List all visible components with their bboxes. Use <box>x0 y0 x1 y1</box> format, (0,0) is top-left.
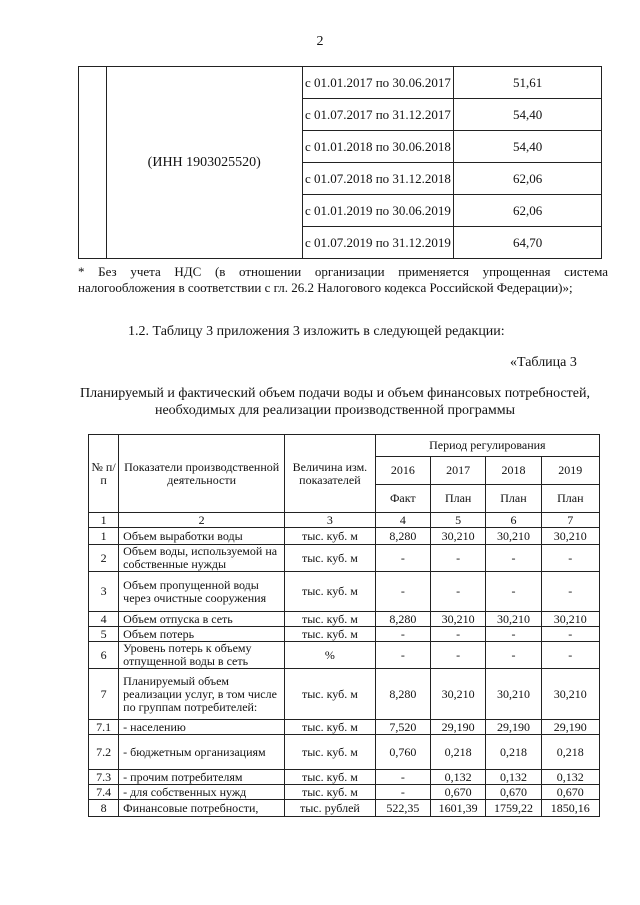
row-value: 0,132 <box>541 770 599 785</box>
header-year: 2017 <box>430 457 485 485</box>
table-row <box>89 545 600 572</box>
column-number: 7 <box>541 513 599 528</box>
header-indicators: Показатели производственной деятельности <box>119 435 285 513</box>
tariff-period: с 01.07.2018 по 31.12.2018 <box>302 163 454 195</box>
table-row <box>89 642 600 669</box>
row-indicator: - населению <box>119 720 285 735</box>
row-value: - <box>375 545 430 572</box>
row-value: - <box>430 642 485 669</box>
row-value: 522,35 <box>375 800 430 817</box>
row-number: 1 <box>89 528 119 545</box>
row-value: 0,218 <box>541 735 599 770</box>
row-value: 8,280 <box>375 669 430 720</box>
row-indicator: Уровень потерь к объему отпущенной воды в сеть <box>119 642 285 669</box>
column-number: 4 <box>375 513 430 528</box>
row-value: 0,670 <box>541 785 599 800</box>
header-type: План <box>541 485 599 513</box>
tariff-period: с 01.01.2017 по 30.06.2017 <box>302 67 454 99</box>
tariff-value: 62,06 <box>454 163 602 195</box>
table-caption: «Таблица 3 <box>510 355 577 370</box>
header-year: 2018 <box>486 457 541 485</box>
row-indicator: Объем воды, используемой на собственные нужды <box>119 545 285 572</box>
tariff-value: 51,61 <box>454 67 602 99</box>
row-value: 30,210 <box>541 612 599 627</box>
row-value: 30,210 <box>486 612 541 627</box>
row-number: 7.3 <box>89 770 119 785</box>
tariff-value: 62,06 <box>454 195 602 227</box>
row-value: - <box>541 545 599 572</box>
row-value: 30,210 <box>430 669 485 720</box>
tariff-period: с 01.07.2019 по 31.12.2019 <box>302 227 454 259</box>
row-number: 3 <box>89 572 119 612</box>
header-type: Факт <box>375 485 430 513</box>
row-value: 0,218 <box>486 735 541 770</box>
row-value: 7,520 <box>375 720 430 735</box>
tariff-period: с 01.01.2019 по 30.06.2019 <box>302 195 454 227</box>
row-indicator: Планируемый объем реализации услуг, в том числе по группам потребителей: <box>119 669 285 720</box>
row-value: - <box>486 627 541 642</box>
row-value: 0,760 <box>375 735 430 770</box>
row-unit: тыс. куб. м <box>285 572 376 612</box>
row-value: 8,280 <box>375 528 430 545</box>
row-value: 0,218 <box>430 735 485 770</box>
footnote: * Без учета НДС (в отношении организации применяется упрощенная система налогообложения в соответствии с гл. 26.2 Налогового кодекса Российской Федерации)»; <box>78 264 608 295</box>
row-number: 4 <box>89 612 119 627</box>
row-value: - <box>430 545 485 572</box>
row-indicator: - для собственных нужд <box>119 785 285 800</box>
row-unit: тыс. куб. м <box>285 735 376 770</box>
header-type: План <box>486 485 541 513</box>
table-row <box>89 627 600 642</box>
header-year: 2019 <box>541 457 599 485</box>
row-number: 6 <box>89 642 119 669</box>
row-value: - <box>430 572 485 612</box>
row-value: 0,132 <box>486 770 541 785</box>
row-unit: тыс. куб. м <box>285 627 376 642</box>
column-number: 5 <box>430 513 485 528</box>
row-value: - <box>486 545 541 572</box>
row-value: - <box>541 572 599 612</box>
column-number: 6 <box>486 513 541 528</box>
row-indicator: Объем отпуска в сеть <box>119 612 285 627</box>
tariff-table <box>78 66 602 259</box>
row-unit: % <box>285 642 376 669</box>
table-row <box>89 669 600 720</box>
row-indicator: Объем пропущенной воды через очистные сооружения <box>119 572 285 612</box>
table-heading: Планируемый и фактический объем подачи воды и объем финансовых потребностей, необходимых для реализации производственной программы <box>79 386 590 418</box>
row-value: 30,210 <box>486 669 541 720</box>
row-number: 7.4 <box>89 785 119 800</box>
row-value: 30,210 <box>430 528 485 545</box>
table-row <box>89 528 600 545</box>
table-row <box>89 720 600 735</box>
header-period: Период регулирования <box>375 435 599 457</box>
blank-cell <box>79 67 107 259</box>
tariff-period: с 01.07.2017 по 31.12.2017 <box>302 99 454 131</box>
row-value: - <box>486 642 541 669</box>
row-unit: тыс. куб. м <box>285 545 376 572</box>
tariff-value: 54,40 <box>454 131 602 163</box>
row-value: - <box>375 785 430 800</box>
row-value: - <box>375 572 430 612</box>
header-num: № п/п <box>89 435 119 513</box>
row-number: 7.2 <box>89 735 119 770</box>
table-row <box>89 785 600 800</box>
row-unit: тыс. куб. м <box>285 720 376 735</box>
row-number: 7.1 <box>89 720 119 735</box>
tariff-value: 64,70 <box>454 227 602 259</box>
row-value: 30,210 <box>541 669 599 720</box>
row-value: 8,280 <box>375 612 430 627</box>
row-unit: тыс. куб. м <box>285 612 376 627</box>
amendment-paragraph: 1.2. Таблицу 3 приложения 3 изложить в следующей редакции: <box>128 324 505 339</box>
row-value: 0,670 <box>430 785 485 800</box>
table-row <box>89 612 600 627</box>
header-year: 2016 <box>375 457 430 485</box>
row-value: - <box>375 627 430 642</box>
row-value: 0,670 <box>486 785 541 800</box>
row-number: 7 <box>89 669 119 720</box>
row-value: 1850,16 <box>541 800 599 817</box>
row-indicator: Объем выработки воды <box>119 528 285 545</box>
row-value: - <box>486 572 541 612</box>
production-program-table <box>88 434 600 817</box>
row-value: 0,132 <box>430 770 485 785</box>
org-inn: (ИНН 1903025520) <box>106 67 302 259</box>
table-row <box>89 735 600 770</box>
tariff-period: с 01.01.2018 по 30.06.2018 <box>302 131 454 163</box>
row-value: 29,190 <box>486 720 541 735</box>
row-number: 2 <box>89 545 119 572</box>
header-type: План <box>430 485 485 513</box>
row-value: 29,190 <box>430 720 485 735</box>
row-value: 30,210 <box>430 612 485 627</box>
row-number: 8 <box>89 800 119 817</box>
row-value: - <box>541 627 599 642</box>
table-row <box>89 800 600 817</box>
row-value: 29,190 <box>541 720 599 735</box>
row-unit: тыс. куб. м <box>285 528 376 545</box>
row-value: - <box>375 642 430 669</box>
tariff-value: 54,40 <box>454 99 602 131</box>
row-unit: тыс. куб. м <box>285 785 376 800</box>
column-number: 1 <box>89 513 119 528</box>
row-value: 1759,22 <box>486 800 541 817</box>
row-value: - <box>430 627 485 642</box>
header-unit: Величина изм. показателей <box>285 435 376 513</box>
row-value: - <box>541 642 599 669</box>
row-value: 1601,39 <box>430 800 485 817</box>
row-indicator: - прочим потребителям <box>119 770 285 785</box>
table-row <box>89 572 600 612</box>
row-value: - <box>375 770 430 785</box>
row-value: 30,210 <box>541 528 599 545</box>
row-number: 5 <box>89 627 119 642</box>
column-number: 2 <box>119 513 285 528</box>
column-number: 3 <box>285 513 376 528</box>
table-row <box>89 770 600 785</box>
row-value: 30,210 <box>486 528 541 545</box>
row-indicator: Финансовые потребности, <box>119 800 285 817</box>
row-indicator: Объем потерь <box>119 627 285 642</box>
row-unit: тыс. куб. м <box>285 770 376 785</box>
page-number: 2 <box>316 34 324 49</box>
row-indicator: - бюджетным организациям <box>119 735 285 770</box>
row-unit: тыс. рублей <box>285 800 376 817</box>
row-unit: тыс. куб. м <box>285 669 376 720</box>
